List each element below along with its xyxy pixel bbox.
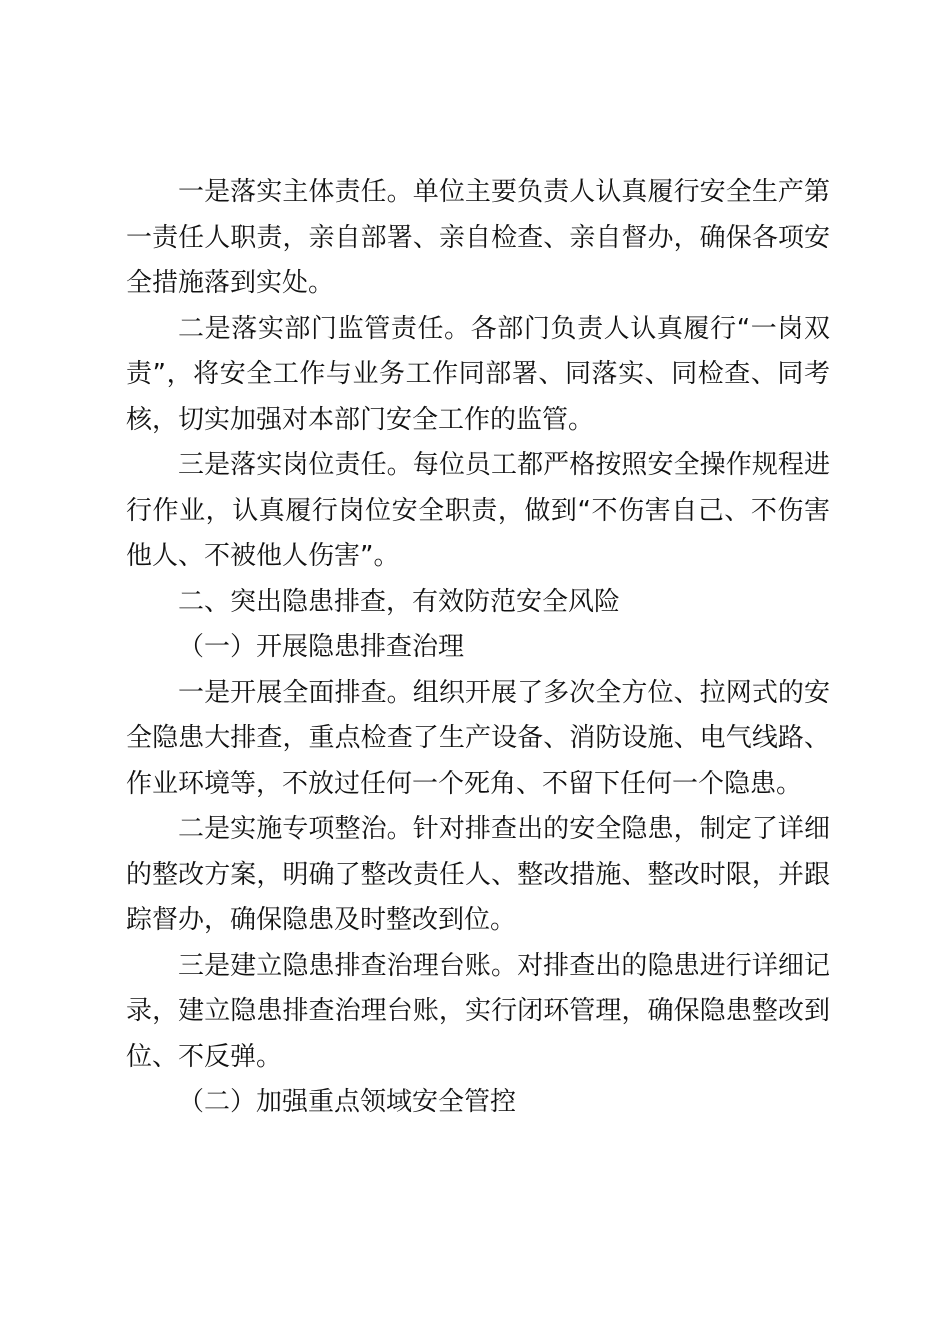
document-body [126,170,830,1126]
section-heading-hazard-inspection: 二、突出隐患排查，有效防范安全风险 [178,586,621,617]
paragraph-post-responsibility: 三是落实岗位责任。每位员工都严格按照安全操作规程进行作业，认真履行岗位安全职责，做到“不伤害自己、不伤害他人、不被他人伤害”。 [126,450,830,571]
paragraph-special-rectification: 二是实施专项整治。针对排查出的安全隐患，制定了详细的整改方案，明确了整改责任人、整改措施、整改时限，并跟踪督办，确保隐患及时整改到位。 [126,814,830,935]
paragraph-main-responsibility: 一是落实主体责任。单位主要负责人认真履行安全生产第一责任人职责，亲自部署、亲自检查、亲自督办，确保各项安全措施落到实处。 [126,177,830,298]
paragraph-comprehensive-inspection: 一是开展全面排查。组织开展了多次全方位、拉网式的安全隐患大排查，重点检查了生产设备、消防设施、电气线路、作业环境等，不放过任何一个死角、不留下任何一个隐患。 [126,677,830,799]
subsection-heading-inspection-governance: （一）开展隐患排查治理 [178,632,465,662]
subsection-heading-key-areas: （二）加强重点领域安全管控 [178,1087,517,1117]
paragraph-hazard-ledger: 三是建立隐患排查治理台账。对排查出的隐患进行详细记录，建立隐患排查治理台账，实行闭环管理，确保隐患整改到位、不反弹。 [126,950,830,1072]
paragraph-department-responsibility: 二是落实部门监管责任。各部门负责人认真履行“一岗双责”，将安全工作与业务工作同部署、同落实、同检查、同考核，切实加强对本部门安全工作的监管。 [126,313,830,435]
